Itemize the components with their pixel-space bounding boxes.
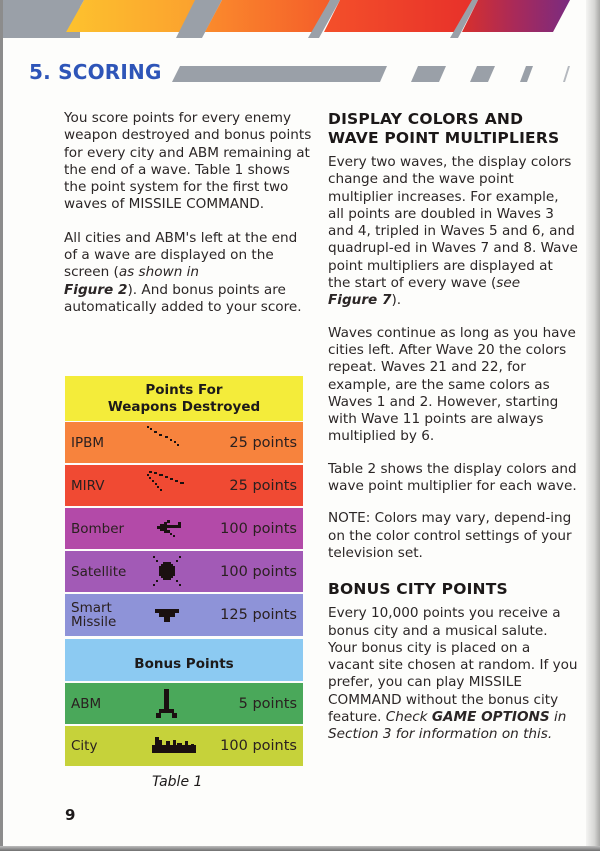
weapon-points: 100 points bbox=[220, 563, 297, 580]
bomber-icon bbox=[147, 508, 207, 549]
bonus-name: City bbox=[71, 738, 98, 754]
bonus-name: ABM bbox=[71, 695, 102, 712]
abm-icon bbox=[147, 683, 207, 724]
table-row bbox=[65, 551, 303, 592]
table-row bbox=[65, 726, 303, 766]
bonus-city-paragraph bbox=[328, 605, 578, 743]
city-icon bbox=[147, 726, 207, 766]
section-title bbox=[29, 60, 162, 84]
mirv-trail-icon bbox=[147, 465, 207, 506]
text-run: ). And bonus points are automatically added to your score. bbox=[64, 281, 302, 315]
table-row bbox=[65, 508, 303, 549]
section-name: SCORING bbox=[58, 60, 162, 84]
title-bar-short bbox=[470, 66, 495, 82]
table-row bbox=[65, 422, 303, 463]
satellite-icon bbox=[147, 551, 207, 592]
header-line: Points For bbox=[145, 381, 223, 398]
table2-paragraph: Table 2 shows the display colors and wave point multiplier for each wave. bbox=[328, 460, 577, 495]
smart-missile-icon bbox=[147, 594, 207, 636]
heading-line: WAVE POINT MULTIPLIERS bbox=[328, 129, 560, 147]
game-options-reference: GAME OPTIONS bbox=[431, 709, 550, 726]
weapon-points: 100 points bbox=[220, 520, 297, 537]
page-edge-left bbox=[0, 0, 3, 851]
title-bar-short bbox=[520, 66, 533, 82]
weapon-points: 25 points bbox=[229, 477, 297, 494]
table-header-bonus bbox=[65, 639, 303, 681]
title-decoration-bars bbox=[0, 0, 600, 100]
weapon-name: IPBM bbox=[71, 434, 105, 451]
weapon-name-line: Missile bbox=[71, 614, 117, 630]
heading-line: DISPLAY COLORS AND bbox=[328, 110, 524, 128]
weapon-name: MIRV bbox=[71, 477, 105, 494]
bonus-display-paragraph bbox=[64, 230, 314, 316]
weapon-name: Bomber bbox=[71, 520, 125, 537]
weapon-name-line: Smart bbox=[71, 600, 112, 616]
text-run: All cities and ABM's left at the end of a wave are displayed on the screen ( bbox=[64, 229, 298, 281]
figure-reference: Figure 7 bbox=[328, 292, 392, 309]
title-bar-short bbox=[411, 66, 446, 82]
table-header-weapons bbox=[65, 376, 303, 421]
weapon-name bbox=[71, 601, 116, 629]
header-line: Weapons Destroyed bbox=[107, 398, 261, 415]
multiplier-paragraph bbox=[328, 154, 578, 310]
page-edge-right bbox=[586, 0, 600, 851]
right-column bbox=[328, 110, 578, 744]
section-number: 5. bbox=[29, 60, 51, 84]
bonus-points: 5 points bbox=[238, 695, 297, 712]
weapon-points: 125 points bbox=[220, 607, 297, 623]
figure-reference: Figure 2 bbox=[64, 281, 128, 298]
intro-paragraph: You score points for every enemy weapon destroyed and bonus points for every city and ABM remaining at the end of a wave. Table 1 shows the point system for the first two waves of MISSILE COMMAND. bbox=[64, 110, 312, 213]
title-bar-thin bbox=[563, 66, 570, 82]
italic-text: in Section 3 for information on this. bbox=[328, 709, 567, 743]
text-run: ). bbox=[391, 292, 402, 309]
weapon-name: Satellite bbox=[71, 563, 127, 580]
text-run: Every 10,000 points you receive a bonus city and a musical salute. Your bonus city is placed on a vacant site chosen at random. If you prefer, you can play MISSILE COMMAND without the bonus city feature. bbox=[328, 605, 578, 726]
note-paragraph: NOTE: Colors may vary, depend-ing on the color control settings of your television set. bbox=[328, 510, 572, 561]
table-row bbox=[65, 594, 303, 636]
left-column bbox=[64, 110, 314, 316]
weapon-points: 25 points bbox=[229, 434, 297, 451]
waves-paragraph: Waves continue as long as you have cities left. After Wave 20 the colors repeat. Waves 21 and 22, for example, are the same colors as Waves 1 and 2. However, starting with Wave 11 points are always multiplied by 6. bbox=[328, 324, 576, 445]
bonus-points: 100 points bbox=[220, 738, 297, 754]
page-number: 9 bbox=[65, 806, 76, 824]
bonus-city-heading: BONUS CITY POINTS bbox=[328, 580, 508, 599]
header-line: Bonus Points bbox=[134, 655, 234, 672]
text-run: Every two waves, the display colors change and the wave point multiplier increases. For example, all points are doubled in Waves 3 and 4, tripled in Waves 5 and 6, and quadrupl-ed in Waves 7 and 8. Wave point multipliers are displayed at the start of every wave ( bbox=[328, 154, 578, 292]
italic-text: Check bbox=[385, 709, 432, 726]
title-bar-long bbox=[172, 66, 387, 82]
display-colors-heading bbox=[328, 110, 578, 148]
page-edge-bottom bbox=[0, 846, 600, 851]
italic-text: as shown in bbox=[118, 264, 200, 281]
table-row bbox=[65, 683, 303, 724]
points-table bbox=[65, 376, 303, 766]
italic-text: see bbox=[496, 275, 521, 292]
table-row bbox=[65, 465, 303, 506]
table-caption: Table 1 bbox=[152, 774, 203, 790]
ipbm-trail-icon bbox=[147, 422, 207, 463]
